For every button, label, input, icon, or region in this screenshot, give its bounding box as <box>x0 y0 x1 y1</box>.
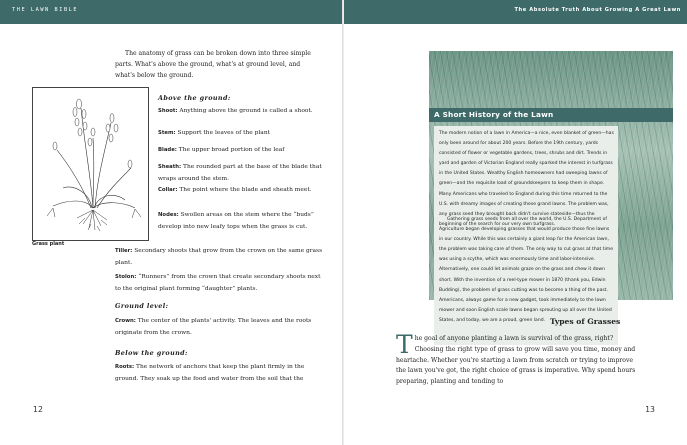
definition-roots: Roots: The network of anchors that keep the plant firmly in the ground. They soak up the food and water from the soil that the <box>115 364 305 382</box>
page-number-left: 12 <box>33 405 43 414</box>
grass-plant-drawing <box>33 88 148 240</box>
book-title: THE LAWN BIBLE <box>12 7 79 13</box>
running-header-left <box>0 0 343 24</box>
drop-cap: T <box>396 330 413 359</box>
section-heading-types: Types of Grasses <box>550 317 621 326</box>
sidebar-title: A Short History of the Lawn <box>434 110 554 119</box>
sidebar-paragraph-1: The modern notion of a lawn in America—a nice, even blanket of green—has only been around for about 200 years. Before the 19th century, yards consisted of flower or vegetable gardens, trees, shrubs and dirt. Trends in yard and garden of Victorian England really sparked the interest in turfgrass in the United States. Wealthy English homeowners had sweeping lawns of green—and the requisite load of groundskeepers to keep them in shape. Many Americans who traveled to England during this time returned to the U.S. with dreamy images of creating these grand lawns. The problem was, any grass seed they brought back didn't survive stateside—thus the beginning of the search for our very own turfgrass. <box>439 131 614 227</box>
definition-sheath: Sheath: The rounded part at the base of the blade that wraps around the stem. <box>158 164 322 182</box>
definition-stolon: Stolon: “Runners” from the crown that create secondary shoots next to the original plant forming “daughter” plants. <box>115 274 321 292</box>
definition-tiller: Tiller: Secondary shoots that grow from the crown on the same grass plant. <box>115 248 323 266</box>
definition-stem: Stem: Support the leaves of the plant <box>158 130 270 136</box>
definition-nodes: Nodes: Swollen areas on the stem where the “buds” develop into new leafy tops when the grass is cut. <box>158 212 314 230</box>
chapter-title: The Absolute Truth About Growing A Great Lawn <box>514 7 681 13</box>
figure-caption: Grass plant <box>32 241 65 247</box>
right-page <box>344 0 687 445</box>
definition-shoot: Shoot: Anything above the ground is called a shoot. <box>158 108 313 114</box>
definition-blade: Blade: The upper broad portion of the leaf <box>158 147 285 153</box>
definition-collar: Collar: The point where the blade and sheath meet. <box>158 187 312 193</box>
running-header-right <box>344 0 687 24</box>
definition-crown: Crown: The center of the plants' activity. The leaves and the roots originate from the crown. <box>115 318 312 336</box>
sidebar-paragraph-2: Gathering grass seeds from all over the world, the U.S. Department of Agriculture began developing grasses that would produce those fine lawns in our country. While this was certainly a giant leap for the American lawn, the problem was taking care of them. The only way to cut grass at that time was using a scythe, which was enormously time and labor-intensive. Alternatively, one could let animals graze on the grass and chew it down short. With the invention of a reel-type mower in 1870 (thank you, Edwin Budding), the problem of grass cutting was to become a thing of the past. Americans, always game for a new gadget, took immediately to the lawn mower and soon English scale lawns began sprouting up all over the United States, and today, we are a proud, green land. <box>439 217 613 323</box>
page-number-right: 13 <box>645 405 655 414</box>
subheading-ground: Ground level: <box>115 302 169 310</box>
types-body-text: he goal of anyone planting a lawn is survival of the grass, right? Choosing the right type of grass to grow will save you time, money and heartache. Whether you're starting a lawn from scratch or trying to improve the lawn you've got, the right choice of grass is imperative. Why spend hours preparing, planting and tending to <box>396 335 636 386</box>
left-page <box>0 0 343 445</box>
subheading-above: Above the ground: <box>158 94 231 102</box>
subheading-below: Below the ground: <box>115 349 188 357</box>
grass-plant-illustration <box>32 87 149 241</box>
types-of-grasses-body <box>396 330 642 388</box>
intro-paragraph: The anatomy of grass can be broken down into three simple parts. What's above the ground, what's at ground level, and what's below the ground. <box>115 50 311 80</box>
